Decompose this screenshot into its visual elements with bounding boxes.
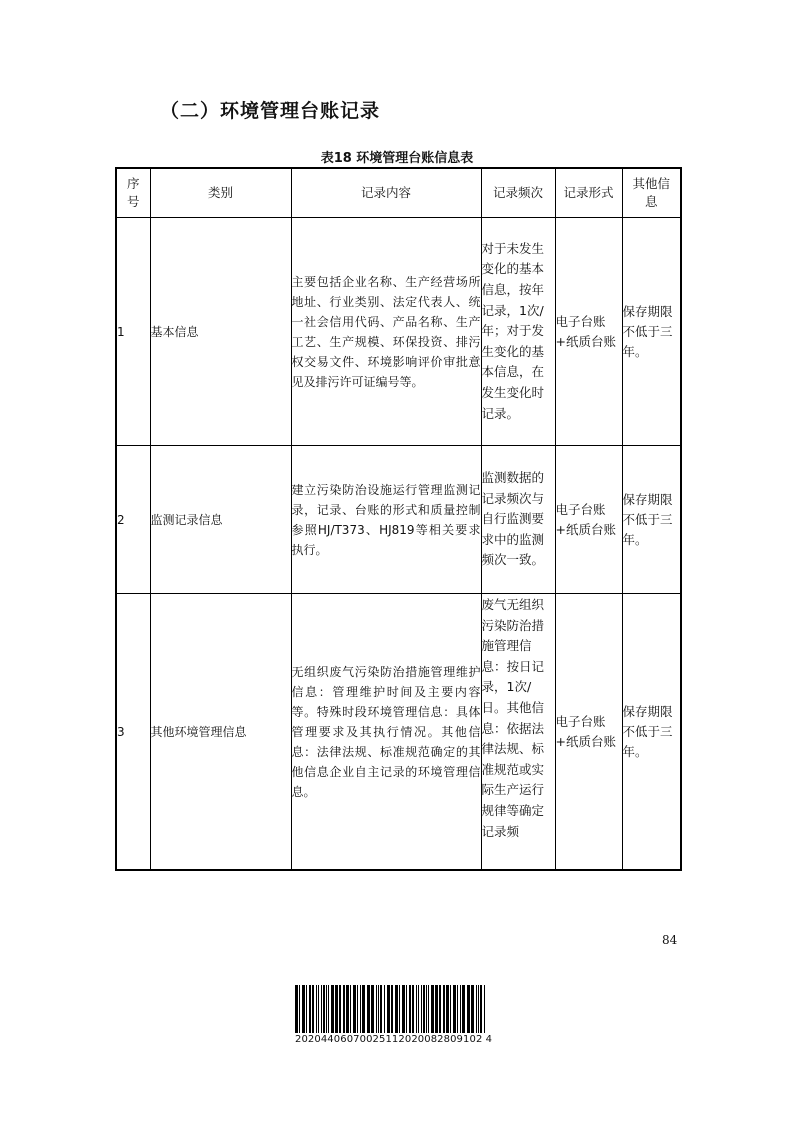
barcode-number: 20204406070025112020082809102 4 <box>295 1034 493 1045</box>
header-other: 其他信息 <box>622 168 681 218</box>
ledger-table <box>115 167 682 871</box>
barcode-bar <box>316 985 317 1033</box>
barcode-bar <box>343 985 345 1033</box>
barcode-bar <box>321 985 322 1033</box>
barcode-bar <box>350 985 351 1033</box>
header-category: 类别 <box>150 168 291 218</box>
barcode-bar <box>339 985 341 1033</box>
table-row <box>116 446 681 594</box>
barcode-bar <box>476 985 477 1033</box>
header-frequency: 记录频次 <box>481 168 555 218</box>
row-form: 电子台账+纸质台账 <box>555 594 622 871</box>
barcode-bar <box>306 985 307 1033</box>
barcode-bar <box>399 985 400 1033</box>
barcode-bar <box>457 985 458 1033</box>
row-content: 主要包括企业名称、生产经营场所地址、行业类别、法定代表人、统一社会信用代码、产品名称、生产工艺、生产规模、环保投资、排污权交易文件、环境影响评价审批意见及排污许可证编号等。 <box>291 218 481 446</box>
barcode-bar <box>484 985 485 1033</box>
barcode-bars <box>295 985 489 1033</box>
barcode-bar <box>326 985 327 1033</box>
barcode-bar <box>460 985 461 1033</box>
header-row <box>116 168 681 218</box>
barcode-bar <box>418 985 419 1033</box>
row-content: 建立污染防治设施运行管理监测记录，记录、台账的形式和质量控制参照HJ/T373、HJ819等相关要求执行。 <box>291 446 481 594</box>
row-form: 电子台账+纸质台账 <box>555 218 622 446</box>
barcode-bar <box>367 985 370 1033</box>
barcode-bar <box>346 985 349 1033</box>
row-number: 2 <box>116 446 150 594</box>
barcode-bar <box>387 985 390 1033</box>
barcode-bar <box>378 985 379 1033</box>
row-frequency-text: 废气无组织污染防治措施管理信息：按日记录，1次/日。其他信息：依据法律法规、标准规范或实际生产运行规律等确定记录频 <box>481 597 545 839</box>
barcode-bar <box>462 985 465 1033</box>
row-frequency-text: 监测数据的记录频次与自行监测要求中的监测频次一致。 <box>481 470 545 568</box>
barcode-bar <box>395 985 398 1033</box>
barcode-bar <box>318 985 319 1033</box>
barcode-bar <box>402 985 405 1033</box>
barcode-bar <box>384 985 385 1033</box>
row-frequency <box>481 594 555 871</box>
row-content: 无组织废气污染防治措施管理维护信息：管理维护时间及主要内容等。特殊时段环境管理信息：具体管理要求及其执行情况。其他信息：法律法规、标准规范确定的其他信息企业自主记录的环境管理信息。 <box>291 594 481 871</box>
barcode-bar <box>328 985 329 1033</box>
table-row <box>116 594 681 871</box>
barcode-bar <box>406 985 407 1033</box>
barcode-bar <box>416 985 417 1033</box>
barcode-bar <box>353 985 356 1033</box>
row-category: 其他环境管理信息 <box>150 594 291 871</box>
barcode-bar <box>312 985 314 1033</box>
barcode-bar <box>376 985 377 1033</box>
barcode-bar <box>295 985 298 1033</box>
header-content: 记录内容 <box>291 168 481 218</box>
row-frequency-text: 对于未发生变化的基本信息，按年记录，1次/年；对于发生变化的基本信息，在发生变化时记录。 <box>481 240 545 421</box>
section-heading: （二）环境管理台账记录 <box>160 100 381 122</box>
row-other: 保存期限不低于三年。 <box>622 594 681 871</box>
barcode-bar <box>412 985 414 1033</box>
barcode-bar <box>391 985 393 1033</box>
barcode-bar <box>371 985 374 1033</box>
barcode-bar <box>331 985 334 1033</box>
barcode-bar <box>446 985 449 1033</box>
barcode-bar <box>302 985 305 1033</box>
table-caption: 表18 环境管理台账信息表 <box>320 151 474 166</box>
header-no: 序号 <box>116 168 150 218</box>
row-number: 3 <box>116 594 150 871</box>
barcode-bar <box>431 985 434 1033</box>
barcode-bar <box>323 985 325 1033</box>
barcode-bar <box>362 985 365 1033</box>
barcode-bar <box>478 985 479 1033</box>
row-frequency <box>481 218 555 446</box>
barcode-bar <box>409 985 411 1033</box>
barcode <box>295 985 495 1045</box>
barcode-bar <box>428 985 429 1033</box>
page-number: 84 <box>662 933 678 947</box>
row-other: 保存期限不低于三年。 <box>622 446 681 594</box>
barcode-bar <box>423 985 425 1033</box>
barcode-bar <box>335 985 338 1033</box>
barcode-bar <box>360 985 361 1033</box>
barcode-bar <box>439 985 441 1033</box>
row-category: 监测记录信息 <box>150 446 291 594</box>
barcode-bar <box>421 985 422 1033</box>
barcode-bar <box>357 985 358 1033</box>
barcode-bar <box>443 985 445 1033</box>
row-number: 1 <box>116 218 150 446</box>
barcode-bar <box>471 985 474 1033</box>
table-row <box>116 218 681 446</box>
barcode-bar <box>380 985 382 1033</box>
barcode-bar <box>467 985 470 1033</box>
barcode-bar <box>299 985 300 1033</box>
row-frequency <box>481 446 555 594</box>
barcode-bar <box>435 985 438 1033</box>
barcode-bar <box>426 985 427 1033</box>
barcode-bar <box>480 985 482 1033</box>
row-category: 基本信息 <box>150 218 291 446</box>
header-form: 记录形式 <box>555 168 622 218</box>
barcode-bar <box>453 985 456 1033</box>
barcode-bar <box>309 985 311 1033</box>
barcode-bar <box>450 985 451 1033</box>
row-other: 保存期限不低于三年。 <box>622 218 681 446</box>
row-form: 电子台账+纸质台账 <box>555 446 622 594</box>
